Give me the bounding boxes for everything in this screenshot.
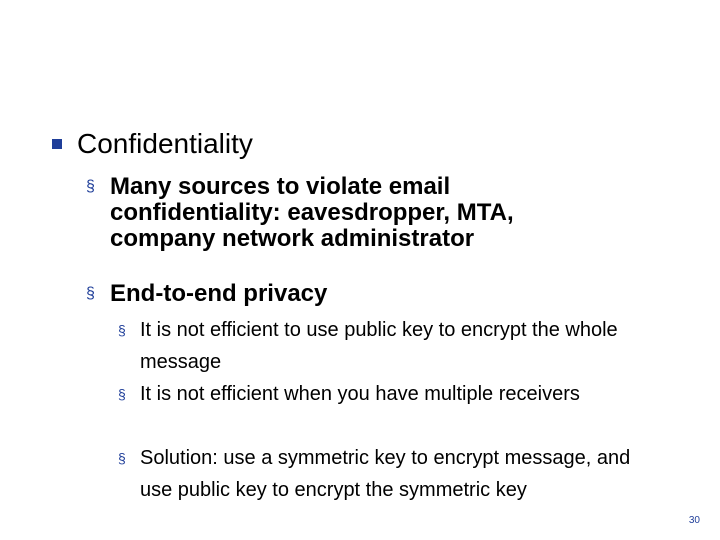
section-bullet-icon: § — [118, 386, 126, 402]
bullet-text: Many sources to violate email confidentiality: eavesdropper, MTA, company network administrator — [110, 173, 514, 252]
bullet-item — [86, 281, 606, 307]
slide-heading: Confidentiality — [77, 128, 253, 159]
section-bullet-icon: § — [118, 450, 126, 466]
sub-bullet-item — [118, 378, 663, 410]
section-bullet-icon: § — [86, 178, 95, 195]
bullet-text: End-to-end privacy — [110, 280, 328, 307]
sub-bullet-text: It is not efficient when you have multiple receivers — [140, 383, 580, 405]
sub-bullet-text: Solution: use a symmetric key to encrypt message, and use public key to encrypt the symmetric key — [140, 447, 631, 501]
square-bullet-icon — [52, 139, 62, 149]
bullet-item — [86, 174, 606, 252]
sub-bullet-item — [118, 314, 663, 378]
section-bullet-icon: § — [86, 285, 95, 302]
section-bullet-icon: § — [118, 322, 126, 338]
page-number: 30 — [688, 515, 700, 526]
heading-item — [52, 126, 253, 162]
sub-bullet-item — [118, 442, 663, 506]
sub-bullet-text: It is not efficient to use public key to encrypt the whole message — [140, 319, 618, 373]
